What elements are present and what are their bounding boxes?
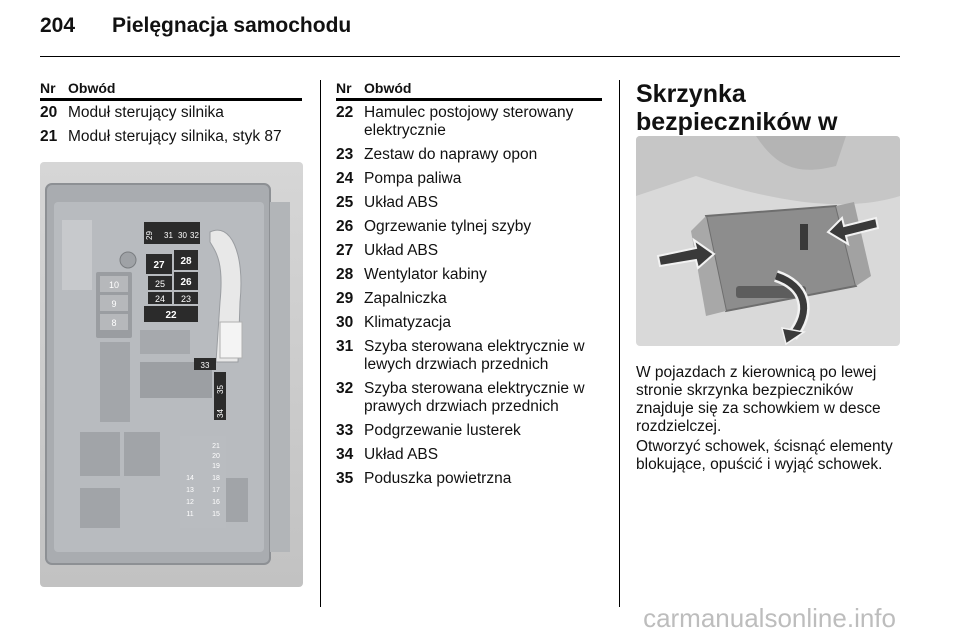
row-nr: 20 xyxy=(40,104,58,121)
fuse-label: 25 xyxy=(154,279,166,289)
column-divider-right xyxy=(619,80,620,607)
table-row xyxy=(336,446,604,464)
row-text: Układ ABS xyxy=(364,194,439,211)
right-table-header xyxy=(336,80,602,101)
row-text: Zestaw do naprawy opon xyxy=(364,146,538,163)
fuse-label: 32 xyxy=(190,231,199,240)
fuse-label: 16 xyxy=(212,499,220,506)
table-row xyxy=(336,146,604,164)
row-text: Hamulec postojowy sterowany elektrycznie xyxy=(364,104,574,139)
fuse-label: 14 xyxy=(186,475,194,482)
row-nr: 21 xyxy=(40,128,58,145)
fuse-label: 20 xyxy=(212,453,220,460)
section-paragraph-2: Otworzyć schowek, ścisnąć elementy blokujące, opuścić i wyjąć schowek. xyxy=(636,438,893,473)
row-nr: 25 xyxy=(336,194,354,211)
table-row xyxy=(336,104,604,140)
row-nr: 28 xyxy=(336,266,354,283)
table-row xyxy=(336,242,604,260)
header-rule xyxy=(40,56,900,57)
fuse-label: 28 xyxy=(180,256,192,267)
fuse-label: 9 xyxy=(111,299,117,309)
row-text: Moduł sterujący silnika xyxy=(68,104,224,121)
row-text: Szyba sterowana elektrycznie w lewych drzwiach przednich xyxy=(364,338,585,373)
page-title: Pielęgnacja samochodu xyxy=(112,14,352,37)
fuse-label: 15 xyxy=(212,511,220,518)
row-text: Poduszka powietrzna xyxy=(364,470,512,487)
table-row xyxy=(336,290,604,308)
page-number: 204 xyxy=(40,14,76,37)
left-table-rows xyxy=(40,104,304,152)
row-text: Wentylator kabiny xyxy=(364,266,487,283)
table-row xyxy=(40,128,304,146)
row-text: Podgrzewanie lusterek xyxy=(364,422,521,439)
row-nr: 35 xyxy=(336,470,354,487)
fuse-label: 33 xyxy=(200,361,210,370)
fuse-label: 17 xyxy=(212,487,220,494)
row-nr: 34 xyxy=(336,446,354,463)
fuse-label: 11 xyxy=(186,511,194,518)
row-nr: 23 xyxy=(336,146,354,163)
row-text: Szyba sterowana elektrycznie w prawych drzwiach przednich xyxy=(364,380,585,415)
fuse-box-svg xyxy=(40,162,303,587)
row-nr: 31 xyxy=(336,338,354,355)
fuse-label: 19 xyxy=(212,463,220,470)
fuse-label: 31 xyxy=(164,231,173,240)
table-row xyxy=(40,104,304,122)
row-nr: 33 xyxy=(336,422,354,439)
table-row xyxy=(336,470,604,488)
row-text: Klimatyzacja xyxy=(364,314,451,331)
row-nr: 24 xyxy=(336,170,354,187)
section-paragraph-1: W pojazdach z kierownicą po lewej stronie skrzynka bezpieczników znajduje się za schowkiem w desce rozdzielczej. xyxy=(636,364,881,435)
fuse-label: 18 xyxy=(212,475,220,482)
fuse-label: 27 xyxy=(153,260,165,271)
watermark: carmanualsonline.info xyxy=(643,603,896,633)
glovebox-svg xyxy=(636,136,900,346)
table-row xyxy=(336,380,604,416)
col-circuit: Obwód xyxy=(364,80,412,96)
col-nr: Nr xyxy=(336,80,352,96)
row-nr: 30 xyxy=(336,314,354,331)
section-title: Skrzynka bezpieczników w xyxy=(636,80,838,136)
fuse-label: 8 xyxy=(111,318,117,328)
row-nr: 32 xyxy=(336,380,354,397)
fuse-label: 21 xyxy=(212,443,220,450)
fuse-label: 26 xyxy=(180,277,192,288)
row-text: Ogrzewanie tylnej szyby xyxy=(364,218,532,235)
table-row xyxy=(336,314,604,332)
fuse-label: 29 xyxy=(145,231,154,240)
fuse-label: 34 xyxy=(216,409,225,418)
page-header xyxy=(40,14,351,38)
table-row xyxy=(336,338,604,374)
table-row xyxy=(336,266,604,284)
row-text: Układ ABS xyxy=(364,446,439,463)
table-row xyxy=(336,422,604,440)
fuse-label: 12 xyxy=(186,499,194,506)
fuse-label: 24 xyxy=(154,294,166,304)
left-table-header xyxy=(40,80,302,101)
fuse-label: 22 xyxy=(165,310,177,321)
fuse-label: 23 xyxy=(180,294,192,304)
table-row xyxy=(336,218,604,236)
fuse-label: 13 xyxy=(186,487,194,494)
row-text: Pompa paliwa xyxy=(364,170,462,187)
row-nr: 27 xyxy=(336,242,354,259)
right-table-rows xyxy=(336,104,604,494)
row-nr: 22 xyxy=(336,104,354,121)
row-text: Zapalniczka xyxy=(364,290,447,307)
table-row xyxy=(336,170,604,188)
col-circuit: Obwód xyxy=(68,80,116,96)
col-nr: Nr xyxy=(40,80,56,96)
fuse-box-diagram xyxy=(40,162,303,587)
table-row xyxy=(336,194,604,212)
row-text: Moduł sterujący silnika, styk 87 xyxy=(68,128,282,145)
fuse-label: 30 xyxy=(178,231,187,240)
fuse-label: 35 xyxy=(216,385,225,394)
fuse-label: 10 xyxy=(108,280,120,290)
row-nr: 26 xyxy=(336,218,354,235)
glovebox-illustration xyxy=(636,136,900,346)
row-text: Układ ABS xyxy=(364,242,439,259)
column-divider-left xyxy=(320,80,321,607)
row-nr: 29 xyxy=(336,290,354,307)
